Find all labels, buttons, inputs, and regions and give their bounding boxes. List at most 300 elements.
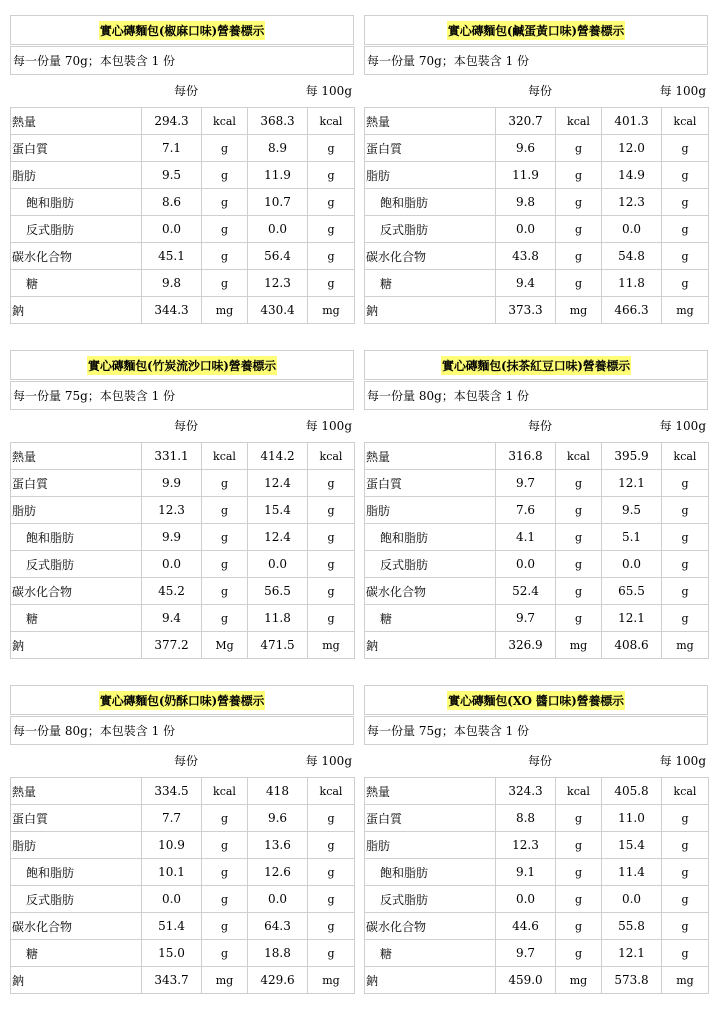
per-100g-value: 414.2 xyxy=(248,443,308,470)
nutrient-row xyxy=(11,940,355,967)
per-serving-unit: g xyxy=(202,551,248,578)
per-100g-unit: g xyxy=(662,243,709,270)
per-serving-header: 每份 xyxy=(174,84,199,98)
per-100g-unit: g xyxy=(308,578,355,605)
per-serving-value: 324.3 xyxy=(496,778,556,805)
nutrient-row xyxy=(365,243,709,270)
per-serving-unit: g xyxy=(202,243,248,270)
per-serving-value: 7.7 xyxy=(142,805,202,832)
nutrient-name: 碳水化合物 xyxy=(11,913,142,940)
per-serving-value: 316.8 xyxy=(496,443,556,470)
nutrient-row xyxy=(365,297,709,324)
per-100g-unit: kcal xyxy=(308,778,355,805)
nutrient-row xyxy=(365,551,709,578)
per-100g-value: 418 xyxy=(248,778,308,805)
nutrient-name: 脂肪 xyxy=(11,832,142,859)
nutrient-row xyxy=(365,189,709,216)
per-serving-value: 9.9 xyxy=(142,470,202,497)
per-serving-unit: g xyxy=(556,524,602,551)
nutrient-row xyxy=(11,216,355,243)
per-serving-unit: kcal xyxy=(556,108,602,135)
per-serving-value: 9.8 xyxy=(142,270,202,297)
per-serving-unit: g xyxy=(556,913,602,940)
per-100g-value: 65.5 xyxy=(602,578,662,605)
column-header xyxy=(364,745,708,774)
per-100g-value: 11.8 xyxy=(248,605,308,632)
per-serving-value: 8.8 xyxy=(496,805,556,832)
nutrient-name: 反式脂肪 xyxy=(11,551,142,578)
per-100g-unit: g xyxy=(308,162,355,189)
per-serving-value: 9.5 xyxy=(142,162,202,189)
per-100g-header: 每 100g xyxy=(305,84,352,98)
column-header xyxy=(364,75,708,104)
per-serving-unit: g xyxy=(202,216,248,243)
per-100g-value: 12.0 xyxy=(602,135,662,162)
per-serving-value: 9.9 xyxy=(142,524,202,551)
per-100g-unit: g xyxy=(308,189,355,216)
nutrient-row xyxy=(365,135,709,162)
per-serving-unit: Mg xyxy=(202,632,248,659)
per-serving-unit: mg xyxy=(202,967,248,994)
per-serving-value: 45.2 xyxy=(142,578,202,605)
per-100g-unit: g xyxy=(662,832,709,859)
nutrient-name: 碳水化合物 xyxy=(11,578,142,605)
nutrient-row xyxy=(365,162,709,189)
per-serving-unit: g xyxy=(202,578,248,605)
per-serving-value: 12.3 xyxy=(496,832,556,859)
column-header xyxy=(10,410,354,439)
per-100g-value: 13.6 xyxy=(248,832,308,859)
nutrient-row xyxy=(365,805,709,832)
per-100g-unit: mg xyxy=(308,297,355,324)
per-serving-unit: g xyxy=(202,497,248,524)
nutrient-row xyxy=(365,578,709,605)
nutrient-row xyxy=(11,524,355,551)
per-100g-unit: mg xyxy=(662,632,709,659)
per-100g-unit: g xyxy=(662,270,709,297)
per-serving-value: 51.4 xyxy=(142,913,202,940)
per-100g-unit: kcal xyxy=(662,778,709,805)
per-serving-value: 344.3 xyxy=(142,297,202,324)
per-100g-value: 8.9 xyxy=(248,135,308,162)
per-serving-value: 331.1 xyxy=(142,443,202,470)
per-serving-value: 7.6 xyxy=(496,497,556,524)
per-serving-value: 7.1 xyxy=(142,135,202,162)
nutrient-row xyxy=(11,632,355,659)
nutrient-row xyxy=(11,189,355,216)
per-100g-header: 每 100g xyxy=(659,84,706,98)
per-100g-value: 430.4 xyxy=(248,297,308,324)
nutrient-name: 鈉 xyxy=(365,967,496,994)
card-title-box xyxy=(364,15,708,45)
per-100g-value: 0.0 xyxy=(602,551,662,578)
per-serving-value: 377.2 xyxy=(142,632,202,659)
nutrient-row xyxy=(365,886,709,913)
card-title-box xyxy=(364,350,708,380)
per-100g-unit: g xyxy=(662,524,709,551)
card-title: 實心磚麵包(鹹蛋黃口味)營養標示 xyxy=(447,21,625,40)
nutrient-name: 糖 xyxy=(11,270,142,297)
card-title-box xyxy=(10,685,354,715)
per-serving-unit: g xyxy=(556,940,602,967)
nutrient-row xyxy=(11,270,355,297)
nutrient-row xyxy=(365,524,709,551)
per-100g-header: 每 100g xyxy=(659,754,706,768)
nutrition-table xyxy=(10,442,355,659)
nutrient-row xyxy=(365,913,709,940)
nutrient-row xyxy=(11,805,355,832)
per-100g-unit: g xyxy=(662,551,709,578)
nutrient-row xyxy=(365,632,709,659)
per-serving-value: 0.0 xyxy=(496,551,556,578)
nutrient-name: 糖 xyxy=(365,940,496,967)
nutrient-name: 鈉 xyxy=(365,297,496,324)
per-100g-value: 12.6 xyxy=(248,859,308,886)
per-serving-header: 每份 xyxy=(528,84,553,98)
nutrient-name: 糖 xyxy=(11,940,142,967)
per-100g-value: 0.0 xyxy=(248,216,308,243)
per-100g-unit: g xyxy=(308,524,355,551)
per-serving-value: 9.7 xyxy=(496,940,556,967)
nutrition-card xyxy=(10,350,354,659)
per-100g-value: 14.9 xyxy=(602,162,662,189)
per-100g-value: 10.7 xyxy=(248,189,308,216)
per-serving-unit: mg xyxy=(556,967,602,994)
nutrient-name: 熱量 xyxy=(365,778,496,805)
per-serving-value: 4.1 xyxy=(496,524,556,551)
per-serving-unit: g xyxy=(202,470,248,497)
per-serving-value: 9.7 xyxy=(496,470,556,497)
per-100g-unit: g xyxy=(308,605,355,632)
nutrition-table xyxy=(364,107,709,324)
nutrient-row xyxy=(11,578,355,605)
per-100g-unit: g xyxy=(662,886,709,913)
per-serving-value: 8.6 xyxy=(142,189,202,216)
per-100g-value: 12.3 xyxy=(248,270,308,297)
per-100g-unit: mg xyxy=(308,967,355,994)
per-serving-value: 343.7 xyxy=(142,967,202,994)
per-100g-value: 395.9 xyxy=(602,443,662,470)
per-serving-unit: g xyxy=(556,243,602,270)
per-serving-value: 9.7 xyxy=(496,605,556,632)
nutrient-name: 蛋白質 xyxy=(365,470,496,497)
per-100g-unit: g xyxy=(308,270,355,297)
per-100g-value: 11.9 xyxy=(248,162,308,189)
per-100g-unit: g xyxy=(662,805,709,832)
per-serving-unit: g xyxy=(556,270,602,297)
per-serving-unit: g xyxy=(556,189,602,216)
nutrient-row xyxy=(365,108,709,135)
per-100g-header: 每 100g xyxy=(305,754,352,768)
per-100g-value: 573.8 xyxy=(602,967,662,994)
per-serving-value: 373.3 xyxy=(496,297,556,324)
nutrient-name: 飽和脂肪 xyxy=(11,189,142,216)
per-100g-value: 5.1 xyxy=(602,524,662,551)
nutrient-name: 反式脂肪 xyxy=(365,216,496,243)
per-serving-unit: kcal xyxy=(202,443,248,470)
per-100g-value: 11.4 xyxy=(602,859,662,886)
per-100g-value: 0.0 xyxy=(602,216,662,243)
per-serving-value: 43.8 xyxy=(496,243,556,270)
per-100g-value: 9.6 xyxy=(248,805,308,832)
per-serving-unit: g xyxy=(556,859,602,886)
card-title-box xyxy=(10,350,354,380)
per-serving-value: 45.1 xyxy=(142,243,202,270)
per-serving-unit: g xyxy=(202,940,248,967)
serving-info: 每一份量 75g；本包裝含 1 份 xyxy=(10,381,354,410)
nutrient-row xyxy=(365,443,709,470)
per-serving-unit: g xyxy=(202,805,248,832)
per-serving-unit: kcal xyxy=(556,443,602,470)
per-100g-unit: g xyxy=(662,913,709,940)
per-serving-value: 9.6 xyxy=(496,135,556,162)
per-serving-value: 9.1 xyxy=(496,859,556,886)
nutrient-name: 脂肪 xyxy=(11,162,142,189)
per-serving-unit: g xyxy=(202,859,248,886)
per-100g-value: 368.3 xyxy=(248,108,308,135)
nutrient-name: 飽和脂肪 xyxy=(365,859,496,886)
nutrient-name: 糖 xyxy=(11,605,142,632)
nutrient-name: 鈉 xyxy=(11,967,142,994)
nutrition-table xyxy=(364,777,709,994)
nutrient-row xyxy=(11,108,355,135)
per-serving-value: 0.0 xyxy=(142,886,202,913)
nutrient-name: 碳水化合物 xyxy=(365,243,496,270)
per-serving-unit: g xyxy=(202,162,248,189)
serving-info: 每一份量 80g；本包裝含 1 份 xyxy=(364,381,708,410)
card-title: 實心磚麵包(奶酥口味)營養標示 xyxy=(99,691,265,710)
nutrient-name: 碳水化合物 xyxy=(365,578,496,605)
nutrient-row xyxy=(365,940,709,967)
per-100g-unit: g xyxy=(308,832,355,859)
per-serving-unit: mg xyxy=(556,297,602,324)
per-100g-unit: g xyxy=(662,470,709,497)
per-100g-unit: g xyxy=(662,216,709,243)
nutrient-row xyxy=(11,135,355,162)
per-100g-unit: g xyxy=(662,859,709,886)
column-header xyxy=(10,75,354,104)
nutrient-name: 飽和脂肪 xyxy=(11,859,142,886)
per-serving-value: 12.3 xyxy=(142,497,202,524)
per-100g-value: 12.4 xyxy=(248,524,308,551)
nutrient-name: 碳水化合物 xyxy=(11,243,142,270)
nutrient-row xyxy=(11,470,355,497)
per-100g-value: 466.3 xyxy=(602,297,662,324)
per-100g-value: 408.6 xyxy=(602,632,662,659)
nutrient-name: 脂肪 xyxy=(365,162,496,189)
card-title-box xyxy=(364,685,708,715)
per-serving-unit: g xyxy=(556,216,602,243)
per-serving-value: 320.7 xyxy=(496,108,556,135)
per-serving-value: 0.0 xyxy=(496,886,556,913)
nutrient-name: 反式脂肪 xyxy=(11,216,142,243)
per-100g-unit: kcal xyxy=(662,108,709,135)
per-serving-unit: g xyxy=(556,470,602,497)
per-serving-value: 15.0 xyxy=(142,940,202,967)
per-100g-value: 54.8 xyxy=(602,243,662,270)
per-100g-value: 11.0 xyxy=(602,805,662,832)
column-header xyxy=(364,410,708,439)
per-serving-value: 44.6 xyxy=(496,913,556,940)
per-100g-unit: g xyxy=(662,605,709,632)
serving-info: 每一份量 75g；本包裝含 1 份 xyxy=(364,716,708,745)
per-100g-value: 9.5 xyxy=(602,497,662,524)
per-100g-unit: g xyxy=(308,497,355,524)
per-100g-value: 471.5 xyxy=(248,632,308,659)
per-100g-value: 12.1 xyxy=(602,470,662,497)
nutrient-name: 碳水化合物 xyxy=(365,913,496,940)
per-serving-value: 326.9 xyxy=(496,632,556,659)
nutrient-row xyxy=(11,497,355,524)
nutrition-card xyxy=(10,15,354,324)
nutrient-name: 蛋白質 xyxy=(365,805,496,832)
per-serving-header: 每份 xyxy=(528,419,553,433)
per-serving-unit: kcal xyxy=(202,108,248,135)
nutrition-card xyxy=(364,15,708,324)
nutrient-row xyxy=(11,832,355,859)
per-serving-unit: g xyxy=(556,605,602,632)
nutrient-row xyxy=(365,216,709,243)
nutrient-name: 熱量 xyxy=(11,778,142,805)
nutrient-name: 飽和脂肪 xyxy=(11,524,142,551)
per-100g-unit: g xyxy=(308,243,355,270)
nutrient-row xyxy=(11,605,355,632)
per-100g-unit: g xyxy=(308,551,355,578)
per-100g-value: 401.3 xyxy=(602,108,662,135)
per-100g-value: 429.6 xyxy=(248,967,308,994)
nutrient-row xyxy=(365,605,709,632)
serving-info: 每一份量 70g；本包裝含 1 份 xyxy=(364,46,708,75)
per-100g-value: 405.8 xyxy=(602,778,662,805)
per-serving-header: 每份 xyxy=(174,419,199,433)
nutrient-name: 反式脂肪 xyxy=(11,886,142,913)
per-100g-unit: g xyxy=(662,940,709,967)
per-100g-value: 55.8 xyxy=(602,913,662,940)
nutrient-name: 熱量 xyxy=(11,443,142,470)
per-serving-unit: g xyxy=(202,524,248,551)
card-title: 實心磚麵包(抹茶紅豆口味)營養標示 xyxy=(441,356,631,375)
per-100g-value: 64.3 xyxy=(248,913,308,940)
per-100g-unit: g xyxy=(662,189,709,216)
nutrient-name: 反式脂肪 xyxy=(365,551,496,578)
nutrient-row xyxy=(365,859,709,886)
per-100g-value: 18.8 xyxy=(248,940,308,967)
card-title: 實心磚麵包(XO 醬口味)營養標示 xyxy=(447,691,625,710)
nutrient-row xyxy=(11,886,355,913)
per-serving-unit: g xyxy=(556,832,602,859)
nutrient-name: 蛋白質 xyxy=(11,470,142,497)
per-100g-unit: g xyxy=(308,940,355,967)
per-100g-value: 56.5 xyxy=(248,578,308,605)
per-serving-unit: g xyxy=(202,135,248,162)
per-serving-unit: g xyxy=(556,135,602,162)
per-serving-unit: kcal xyxy=(556,778,602,805)
nutrition-card xyxy=(10,685,354,994)
per-100g-unit: kcal xyxy=(662,443,709,470)
per-100g-value: 12.3 xyxy=(602,189,662,216)
card-title-box xyxy=(10,15,354,45)
nutrition-table xyxy=(10,777,355,994)
nutrient-row xyxy=(365,778,709,805)
per-100g-value: 0.0 xyxy=(248,886,308,913)
per-serving-unit: g xyxy=(556,162,602,189)
per-serving-header: 每份 xyxy=(174,754,199,768)
nutrition-card xyxy=(364,685,708,994)
nutrient-row xyxy=(11,778,355,805)
per-serving-value: 0.0 xyxy=(142,216,202,243)
per-100g-unit: g xyxy=(308,135,355,162)
nutrient-row xyxy=(365,967,709,994)
nutrient-row xyxy=(365,470,709,497)
per-serving-value: 9.8 xyxy=(496,189,556,216)
serving-info: 每一份量 80g；本包裝含 1 份 xyxy=(10,716,354,745)
nutrition-card xyxy=(364,350,708,659)
per-100g-header: 每 100g xyxy=(305,419,352,433)
nutrient-row xyxy=(11,243,355,270)
per-serving-unit: g xyxy=(202,913,248,940)
nutrient-name: 熱量 xyxy=(11,108,142,135)
per-serving-value: 459.0 xyxy=(496,967,556,994)
nutrient-row xyxy=(11,913,355,940)
nutrient-name: 糖 xyxy=(365,605,496,632)
nutrition-table xyxy=(10,107,355,324)
per-100g-unit: g xyxy=(308,913,355,940)
per-serving-unit: g xyxy=(556,578,602,605)
nutrient-name: 蛋白質 xyxy=(11,135,142,162)
per-serving-unit: kcal xyxy=(202,778,248,805)
per-100g-unit: mg xyxy=(308,632,355,659)
per-serving-value: 10.9 xyxy=(142,832,202,859)
per-serving-unit: g xyxy=(202,189,248,216)
nutrient-row xyxy=(11,162,355,189)
per-100g-unit: g xyxy=(662,162,709,189)
nutrient-name: 脂肪 xyxy=(11,497,142,524)
nutrient-name: 鈉 xyxy=(11,297,142,324)
nutrient-row xyxy=(11,967,355,994)
per-serving-unit: g xyxy=(556,886,602,913)
per-100g-header: 每 100g xyxy=(659,419,706,433)
per-100g-value: 56.4 xyxy=(248,243,308,270)
per-100g-value: 0.0 xyxy=(602,886,662,913)
nutrient-name: 蛋白質 xyxy=(11,805,142,832)
per-100g-unit: g xyxy=(662,497,709,524)
per-serving-unit: g xyxy=(556,805,602,832)
per-100g-value: 15.4 xyxy=(602,832,662,859)
nutrient-row xyxy=(11,551,355,578)
per-100g-unit: mg xyxy=(662,297,709,324)
nutrient-name: 鈉 xyxy=(365,632,496,659)
per-serving-unit: mg xyxy=(556,632,602,659)
per-100g-unit: g xyxy=(308,216,355,243)
nutrient-row xyxy=(11,859,355,886)
per-serving-header: 每份 xyxy=(528,754,553,768)
column-header xyxy=(10,745,354,774)
per-serving-unit: g xyxy=(202,832,248,859)
nutrient-row xyxy=(365,497,709,524)
nutrient-name: 熱量 xyxy=(365,108,496,135)
per-100g-unit: kcal xyxy=(308,443,355,470)
per-serving-value: 9.4 xyxy=(142,605,202,632)
nutrient-name: 脂肪 xyxy=(365,832,496,859)
per-100g-value: 11.8 xyxy=(602,270,662,297)
nutrient-name: 蛋白質 xyxy=(365,135,496,162)
per-100g-unit: kcal xyxy=(308,108,355,135)
per-100g-unit: mg xyxy=(662,967,709,994)
per-100g-unit: g xyxy=(308,470,355,497)
per-100g-value: 15.4 xyxy=(248,497,308,524)
serving-info: 每一份量 70g；本包裝含 1 份 xyxy=(10,46,354,75)
nutrition-table xyxy=(364,442,709,659)
